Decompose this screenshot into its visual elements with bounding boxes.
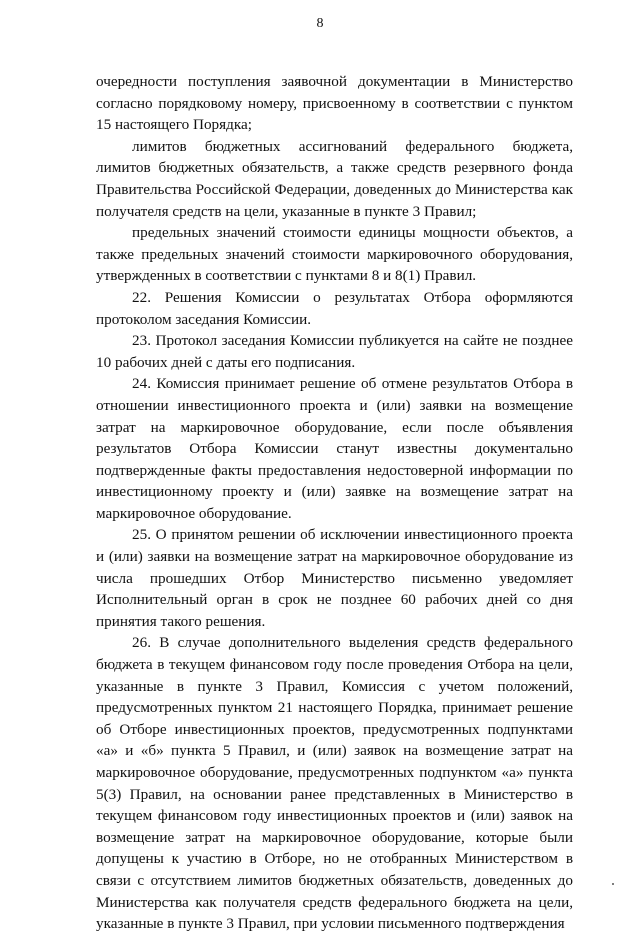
paragraph-continuation: очередности поступления заявочной документации в Министерство согласно порядковому номеру, присвоенному в соответствии с пунктом 15 настоящего Порядка; (96, 73, 573, 134)
paragraph-cost-limits: предельных значений стоимости единицы мощности объектов, а также предельных значений стоимости маркировочного оборудования, утвержденных в соответствии с пунктами 8 и 8(1) Правил. (96, 224, 573, 285)
paragraph-budget-limits: лимитов бюджетных ассигнований федерального бюджета, лимитов бюджетных обязательств, а также средств резервного фонда Правительства Российской Федерации, доведенных до Министерства как получателя средств на цели, указанные в пункте 3 Правил; (96, 137, 573, 220)
paragraph-23: 23. Протокол заседания Комиссии публикуется на сайте не позднее 10 рабочих дней с даты его подписания. (96, 332, 573, 371)
paragraph-24: 24. Комиссия принимает решение об отмене результатов Отбора в отношении инвестиционного проекта и (или) заявки на возмещение затрат на маркировочное оборудование, если после объявления результатов Отбора Комиссии станут известны документально подтвержденные факты предоставления недостоверной информации по инвестиционному проекту и (или) заявке на возмещение затрат на маркировочное оборудование. (96, 375, 573, 522)
paragraph-22: 22. Решения Комиссии о результатах Отбора оформляются протоколом заседания Комиссии. (96, 288, 573, 328)
paragraph-25: 25. О принятом решении об исключении инвестиционного проекта и (или) заявки на возмещение затрат на маркировочное оборудование из числа прошедших Отбор Министерство письменно уведомляет Исполнительный орган в срок не позднее 60 рабочих дней со дня принятия такого решения. (96, 526, 573, 630)
document-body (96, 71, 573, 935)
page-number: 8 (316, 16, 324, 31)
scan-speck (612, 883, 614, 885)
paragraph-26: 26. В случае дополнительного выделения средств федерального бюджета в текущем финансовом году после проведения Отбора на цели, указанные в пункте 3 Правил, Комиссия с учетом положений, предусмотренных пунктом 21 настоящего Порядка, принимает решение об Отборе инвестиционных проектов, предусмотренных подпунктами «а» и «б» пункта 5 Правил, и (или) заявок на возмещение затрат на маркировочное оборудование, предусмотренных подпунктом «а» пункта 5(3) Правил, на основании ранее представленных в Министерство в текущем финансовом году инвестиционных проектов и (или) заявок на возмещение затрат на маркировочное оборудование, которые были допущены к участию в Отборе, но не отобранных Министерством в связи с отсутствием лимитов бюджетных обязательств, доведенных до Министерства как получателя средств федерального бюджета на цели, указанные в пункте 3 Правил, при условии письменного подтверждения (96, 634, 573, 933)
